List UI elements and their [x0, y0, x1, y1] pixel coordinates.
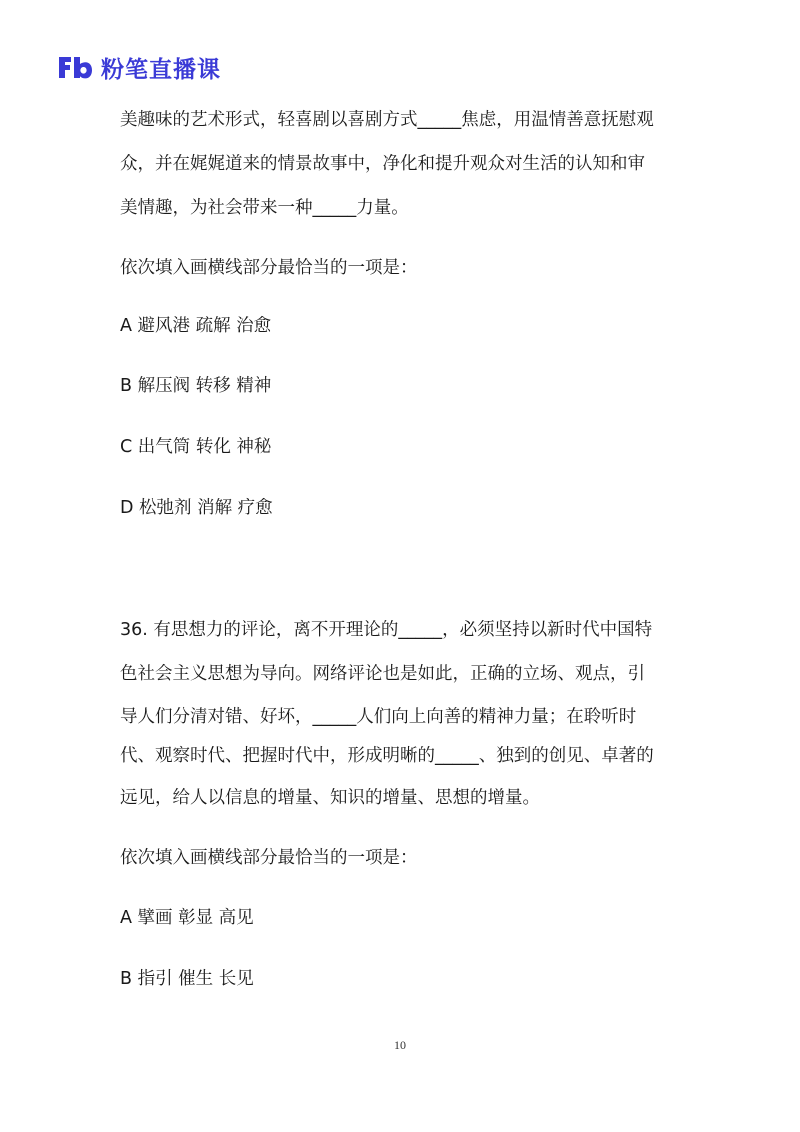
option-b: B 指引 催生 长见: [120, 969, 254, 989]
option-b: B 解压阀 转移 精神: [120, 376, 272, 396]
question-prompt: 依次填入画横线部分最恰当的一项是：: [120, 258, 418, 278]
question-36-line: 代、观察时代、把握时代中，形成明晰的_____、独到的创见、卓著的: [120, 746, 654, 766]
option-a: A 擘画 彰显 高见: [120, 908, 254, 928]
logo-text: 粉笔直播课: [101, 56, 221, 83]
question-36-line: 36. 有思想力的评论，离不开理论的_____，必须坚持以新时代中国特: [120, 620, 653, 640]
option-c: C 出气筒 转化 神秘: [120, 437, 272, 457]
question-36-line: 导人们分清对错、好坏，_____人们向上向善的精神力量；在聆听时: [120, 707, 637, 727]
option-a: A 避风港 疏解 治愈: [120, 316, 272, 336]
question-36-line: 色社会主义思想为导向。网络评论也是如此，正确的立场、观点，引: [120, 664, 645, 684]
brand-logo: [57, 50, 221, 84]
passage-line: 美情趣，为社会带来一种_____力量。: [120, 198, 409, 218]
passage-line: 众，并在娓娓道来的情景故事中，净化和提升观众对生活的认知和审: [120, 154, 645, 174]
page-number: 10: [394, 1038, 406, 1052]
question-36-line: 远见，给人以信息的增量、知识的增量、思想的增量。: [120, 788, 540, 808]
option-d: D 松弛剂 消解 疗愈: [120, 498, 273, 518]
passage-line: 美趣味的艺术形式，轻喜剧以喜剧方式_____焦虑，用温情善意抚慰观: [120, 110, 654, 130]
question-prompt: 依次填入画横线部分最恰当的一项是：: [120, 848, 418, 868]
fb-logo-icon: [57, 54, 93, 80]
